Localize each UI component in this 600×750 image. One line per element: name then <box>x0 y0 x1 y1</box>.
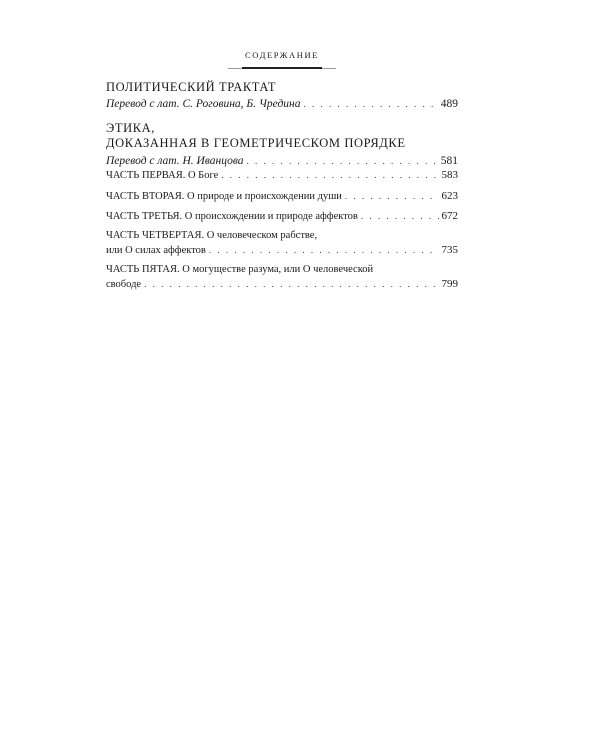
work-title-line1: ЭТИКА, <box>106 121 156 135</box>
page-number: 489 <box>440 98 458 110</box>
part-line <box>106 189 458 204</box>
page-number: 583 <box>441 169 458 181</box>
toc-entry-part-one <box>106 168 458 183</box>
toc-entry-part-two <box>106 189 458 204</box>
translator-credit: Перевод с лат. С. Роговина, Б. Чредина <box>106 98 301 110</box>
part-line <box>106 168 458 183</box>
part-title-line2: или О силах аффектов <box>106 245 206 256</box>
translator-line <box>106 154 458 168</box>
toc-entry-political-treatise <box>106 80 458 111</box>
leader-dots <box>345 189 439 203</box>
part-title-line1: ЧАСТЬ ЧЕТВЕРТАЯ. О человеческом рабстве, <box>106 230 318 241</box>
leader-dots <box>221 168 438 182</box>
part-title: ЧАСТЬ ВТОРАЯ. О природе и происхождении души <box>106 191 342 202</box>
toc-entry-part-three <box>106 209 458 224</box>
part-title-line1: ЧАСТЬ ПЯТАЯ. О могуществе разума, или О человеческой <box>106 264 374 275</box>
leader-dots <box>247 154 438 168</box>
part-line <box>106 277 458 292</box>
leader-dots <box>144 277 438 291</box>
running-head: СОДЕРЖАНИЕ <box>244 50 320 60</box>
header-rule <box>242 67 322 69</box>
work-title: ПОЛИТИЧЕСКИЙ ТРАКТАТ <box>106 80 277 94</box>
toc-page <box>106 0 458 750</box>
leader-dots <box>361 209 439 223</box>
part-title-line2: свободе <box>106 279 142 290</box>
part-line <box>106 209 458 224</box>
leader-dots <box>209 243 439 257</box>
work-title-line2: ДОКАЗАННАЯ В ГЕОМЕТРИЧЕСКОМ ПОРЯДКЕ <box>106 136 406 150</box>
page-number: 799 <box>441 278 458 290</box>
toc-entry-ethics <box>106 121 458 168</box>
translator-credit: Перевод с лат. Н. Иванцова <box>106 155 244 167</box>
part-line <box>106 243 458 258</box>
page-number: 581 <box>440 155 458 167</box>
leader-dots <box>303 97 437 111</box>
page-number: 735 <box>441 244 458 256</box>
part-title: ЧАСТЬ ТРЕТЬЯ. О происхождении и природе аффектов <box>106 211 358 222</box>
translator-line <box>106 97 458 111</box>
toc-entry-part-four <box>106 229 458 258</box>
page-number: 672 <box>441 210 458 222</box>
part-title: ЧАСТЬ ПЕРВАЯ. О Боге <box>106 170 219 181</box>
toc-entry-part-five <box>106 263 458 292</box>
page-number: 623 <box>441 190 458 202</box>
